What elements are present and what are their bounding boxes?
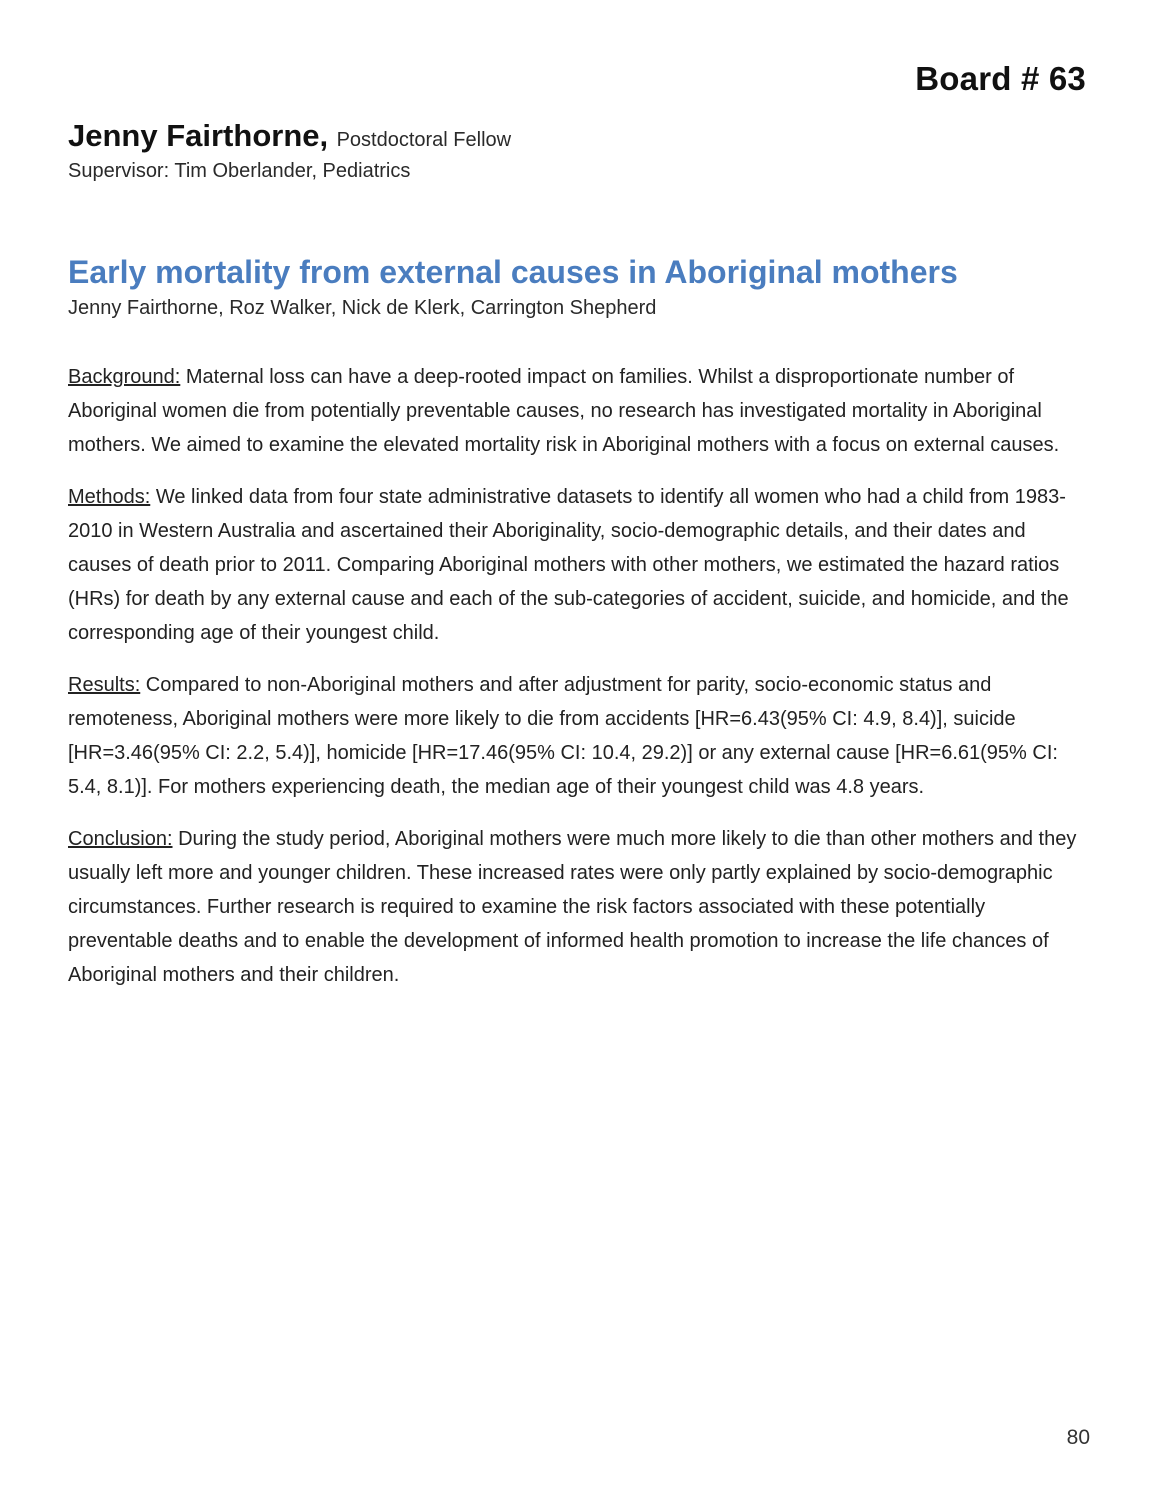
conclusion-section (68, 822, 1090, 992)
results-text: Compared to non-Aboriginal mothers and after adjustment for parity, socio-economic status and remoteness, Aboriginal mothers were more likely to die from accidents [HR=6.43(95% CI: 4.9, 8.4)], suicide [HR=3.46(95% CI: 2.2, 5.4)], homicide [HR=17.46(95% CI: 10.4, 29.2)] or any external cause [HR=6.61(95% CI: 5.4, 8.1)]. For mothers experiencing death, the median age of their youngest child was 4.8 years. (68, 674, 1058, 798)
methods-text: We linked data from four state administrative datasets to identify all women who had a child from 1983-2010 in Western Australia and ascertained their Aboriginality, socio-demographic details, and their dates and causes of death prior to 2011. Comparing Aboriginal mothers with other mothers, we estimated the hazard ratios (HRs) for death by any external cause and each of the sub-categories of accident, suicide, and homicide, and the corresponding age of their youngest child. (68, 486, 1069, 644)
background-label: Background: (68, 366, 181, 388)
background-section (68, 360, 1090, 462)
methods-label: Methods: (68, 486, 151, 508)
presenter-name-separator: , (319, 118, 329, 153)
conclusion-text: During the study period, Aboriginal mothers were much more likely to die than other mothers and they usually left more and younger children. These increased rates were only partly explained by socio-demographic circumstances. Further research is required to examine the risk factors associated with these potentially preventable deaths and to enable the development of informed health promotion to increase the life chances of Aboriginal mothers and their children. (68, 828, 1077, 986)
supervisor-line: Supervisor: Tim Oberlander, Pediatrics (68, 160, 411, 182)
conclusion-label: Conclusion: (68, 828, 173, 850)
board-number: Board # 63 (915, 60, 1086, 97)
presenter-block (68, 118, 1088, 183)
abstract-sections (68, 360, 1090, 992)
page-number: 80 (1066, 1426, 1090, 1449)
presenter-role: Postdoctoral Fellow (336, 129, 512, 151)
abstract-title: Early mortality from external causes in Aboriginal mothers (68, 254, 958, 290)
results-section (68, 668, 1090, 804)
results-label: Results: (68, 674, 141, 696)
author-list: Jenny Fairthorne, Roz Walker, Nick de Klerk, Carrington Shepherd (68, 297, 657, 319)
abstract (68, 252, 1090, 1010)
presenter-name: Jenny Fairthorne (68, 118, 320, 153)
methods-section (68, 480, 1090, 650)
background-text: Maternal loss can have a deep-rooted impact on families. Whilst a disproportionate number of Aboriginal women die from potentially preventable causes, no research has investigated mortality in Aboriginal mothers. We aimed to examine the elevated mortality risk in Aboriginal mothers with a focus on external causes. (68, 366, 1060, 456)
presenter-line (68, 118, 1088, 154)
